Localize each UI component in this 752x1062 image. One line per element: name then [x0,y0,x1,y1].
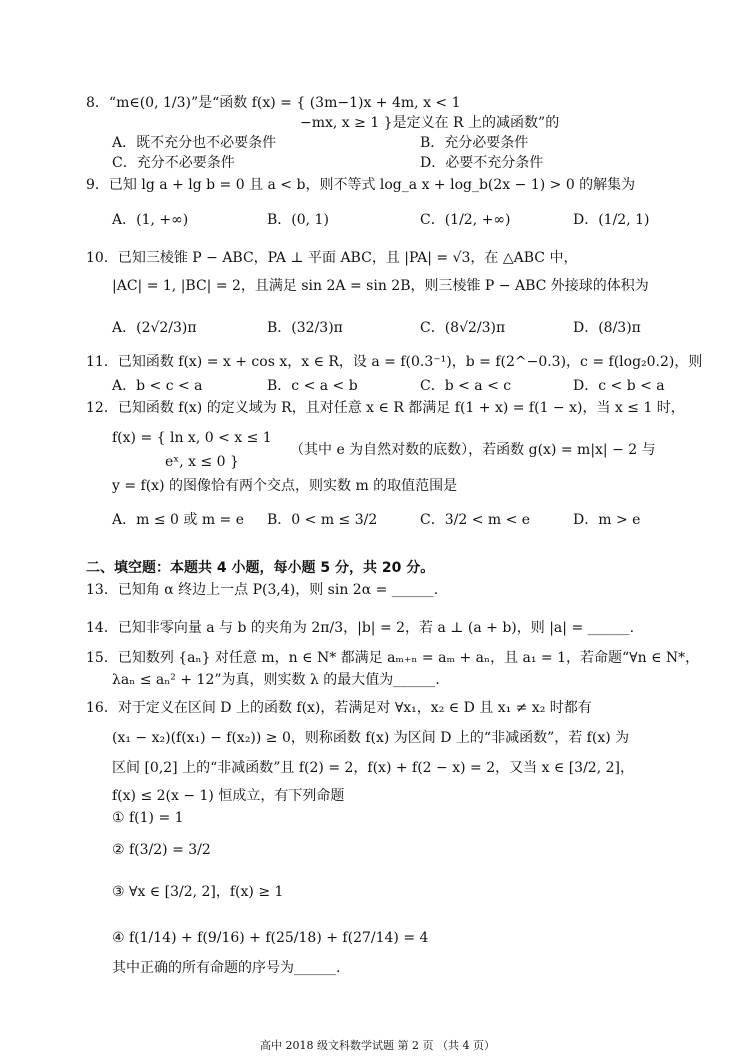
q12-option-a: A．m ≤ 0 或 m = e [112,512,245,528]
q15-line1: 15．已知数列 {aₙ} 对任意 m，n ∈ N* 都满足 aₘ₊ₙ = aₘ + aₙ，且 a₁ = 1，若命题“∀n ∈ N*， [86,650,700,666]
q8-option-a: A．既不充分也不必要条件 [112,135,277,151]
q14: 14．已知非零向量 a 与 b 的夹角为 2π/3，|b| = 2，若 a ⊥ (a + b)，则 |a| = ______. [86,620,635,636]
q16-line1: 16．对于定义在区间 D 上的函数 f(x)，若满足对 ∀x₁，x₂ ∈ D 且 x₁ ≠ x₂ 时都有 [86,700,592,716]
q12-stem-line1: 12．已知函数 f(x) 的定义域为 R，且对任意 x ∈ R 都满足 f(1 + x) = f(1 − x)，当 x ≤ 1 时， [86,400,685,416]
q9-option-b: B．(0, 1) [267,212,329,228]
q8-option-c: C．充分不必要条件 [112,155,235,171]
q12-stem-line3: y = f(x) 的图像恰有两个交点，则实数 m 的取值范围是 [112,478,458,494]
section2-heading: 二、填空题：本题共 4 小题，每小题 5 分，共 20 分。 [86,560,435,576]
q9-option-c: C．(1/2, +∞) [420,212,511,228]
q8-stem-line1: 8．“m∈(0, 1/3)”是“函数 f(x) = { (3m−1)x + 4m, x < 1 [86,95,461,111]
q16-prop-3: ③ ∀x ∈ [3/2, 2]，f(x) ≥ 1 [112,884,284,900]
q12-piecewise-line2: eˣ, x ≤ 0 } [165,454,239,470]
q16-prop-2: ② f(3/2) = 3/2 [112,842,211,858]
q12-stem-line2: （其中 e 为自然对数的底数），若函数 g(x) = m|x| − 2 与 [290,442,656,458]
q9-stem: 9．已知 lg a + lg b = 0 且 a < b，则不等式 log_a x + log_b(2x − 1) > 0 的解集为 [86,177,636,193]
page-footer: 高中 2018 级文科数学试题 第 2 页 （共 4 页） [260,1039,495,1052]
q16-line4: f(x) ≤ 2(x − 1) 恒成立，有下列命题 [112,788,345,804]
q10-option-d: D．(8/3)π [573,320,641,336]
q16-ending: 其中正确的所有命题的序号为______. [112,960,341,976]
q10-stem-line2: |AC| = 1, |BC| = 2，且满足 sin 2A = sin 2B，则三棱锥 P − ABC 外接球的体积为 [112,278,649,294]
q11-option-a: A．b < c < a [112,378,203,394]
q10-option-b: B．(32/3)π [267,320,343,336]
q13: 13．已知角 α 终边上一点 P(3,4)，则 sin 2α = ______. [86,582,439,598]
q8-stem-line2: −mx, x ≥ 1 }是定义在 R 上的减函数”的 [300,115,560,131]
q10-option-c: C．(8√2/3)π [420,320,506,336]
q16-line2: (x₁ − x₂)(f(x₁) − f(x₂)) ≥ 0，则称函数 f(x) 为区间 D 上的“非减函数”，若 f(x) 为 [112,730,630,746]
q10-option-a: A．(2√2/3)π [112,320,197,336]
q12-option-b: B．0 < m ≤ 3/2 [267,512,378,528]
q8-option-d: D．必要不充分条件 [420,155,544,171]
q12-option-d: D．m > e [573,512,641,528]
q11-option-d: D．c < b < a [573,378,665,394]
q8-option-b: B．充分必要条件 [420,135,529,151]
q11-option-b: B．c < a < b [267,378,358,394]
q11-option-c: C．b < a < c [420,378,512,394]
q11-stem: 11．已知函数 f(x) = x + cos x，x ∈ R，设 a = f(0.3⁻¹)，b = f(2^−0.3)，c = f(log₂0.2)，则 [86,354,703,370]
q9-option-d: D．(1/2, 1) [573,212,650,228]
q12-piecewise-line1: f(x) = { ln x, 0 < x ≤ 1 [112,430,272,446]
q9-option-a: A．(1, +∞) [112,212,189,228]
q16-line3: 区间 [0,2] 上的“非减函数”且 f(2) = 2，f(x) + f(2 − x) = 2，又当 x ∈ [3/2, 2]， [112,760,634,776]
q12-option-c: C．3/2 < m < e [420,512,531,528]
q16-prop-4: ④ f(1/14) + f(9/16) + f(25/18) + f(27/14) = 4 [112,930,429,946]
q15-line2: λaₙ ≤ aₙ² + 12”为真，则实数 λ 的最大值为______. [112,672,440,688]
q16-prop-1: ① f(1) = 1 [112,810,184,826]
q10-stem-line1: 10．已知三棱锥 P − ABC，PA ⊥ 平面 ABC，且 |PA| = √3，在 △ABC 中， [86,250,578,266]
